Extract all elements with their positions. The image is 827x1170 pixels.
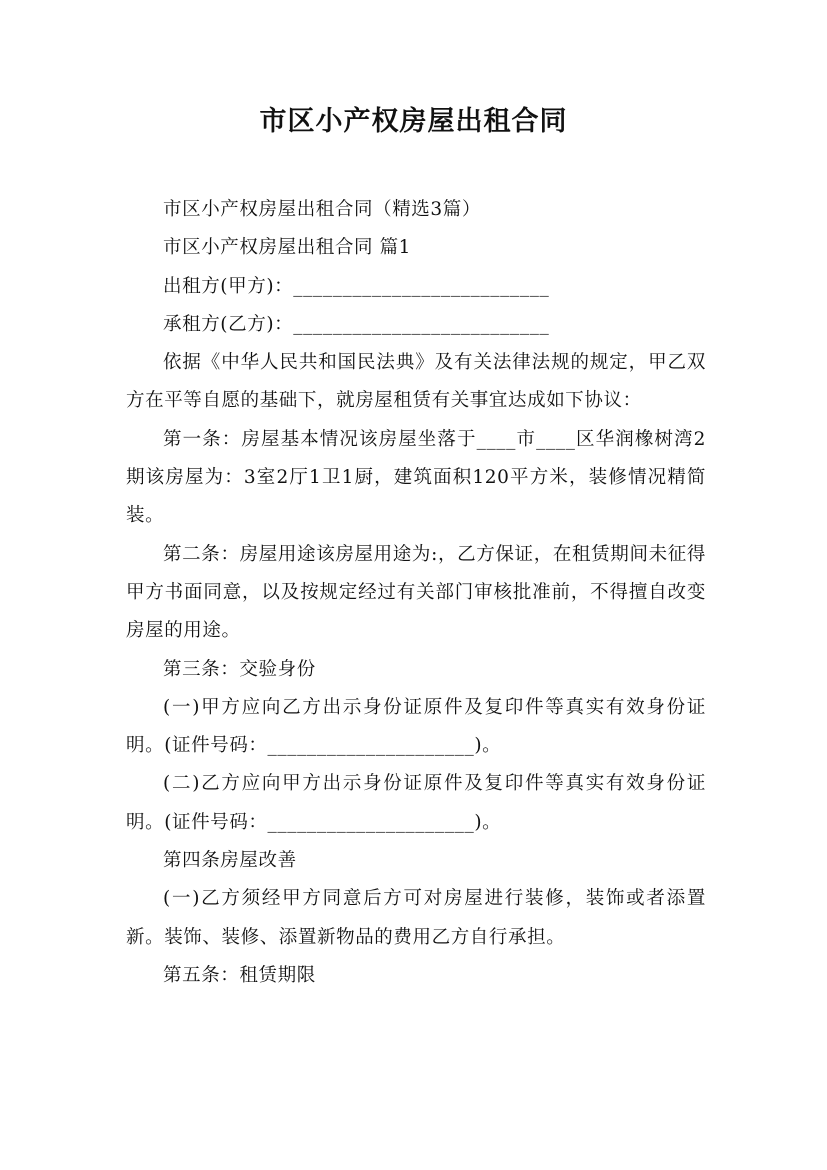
paragraph-subtitle: 市区小产权房屋出租合同（精选3篇） [163,199,481,220]
document-body [126,191,706,995]
paragraph-article-4-heading: 第四条房屋改善 [163,850,297,872]
paragraph-preamble: 依据《中华人民共和国民法典》及有关法律法规的规定，甲乙双方在平等自愿的基础下，就房屋租赁有关事宜达成如下协议： [126,352,706,412]
paragraph-article-1: 第一条：房屋基本情况该房屋坐落于____市____区华润橡树湾2期该房屋为：3室2厅1卫1厨，建筑面积120平方米，装修情况精简装。 [126,428,706,527]
paragraph-lessee: 承租方(乙方)：__________________________ [163,313,550,335]
paragraph-article-3-item-1: (一)甲方应向乙方出示身份证原件及复印件等真实有效身份证明。(证件号码：_____________________)。 [126,696,706,757]
paragraph-article-3-item-2: (二)乙方应向甲方出示身份证原件及复印件等真实有效身份证明。(证件号码：_____________________)。 [126,773,706,833]
document-title: 市区小产权房屋出租合同 [259,106,568,137]
paragraph-part-heading: 市区小产权房屋出租合同 篇1 [163,237,412,259]
paragraph-article-4-item-1: (一)乙方须经甲方同意后方可对房屋进行装修，装饰或者添置新。装饰、装修、添置新物品的费用乙方自行承担。 [126,888,706,948]
paragraph-article-3-heading: 第三条：交验身份 [163,658,316,680]
paragraph-article-2: 第二条：房屋用途该房屋用途为:，乙方保证，在租赁期间未征得甲方书面同意，以及按规定经过有关部门审核批准前，不得擅自改变房屋的用途。 [126,543,706,642]
paragraph-lessor: 出租方(甲方)：__________________________ [163,275,550,297]
paragraph-article-5-heading: 第五条：租赁期限 [163,964,316,986]
